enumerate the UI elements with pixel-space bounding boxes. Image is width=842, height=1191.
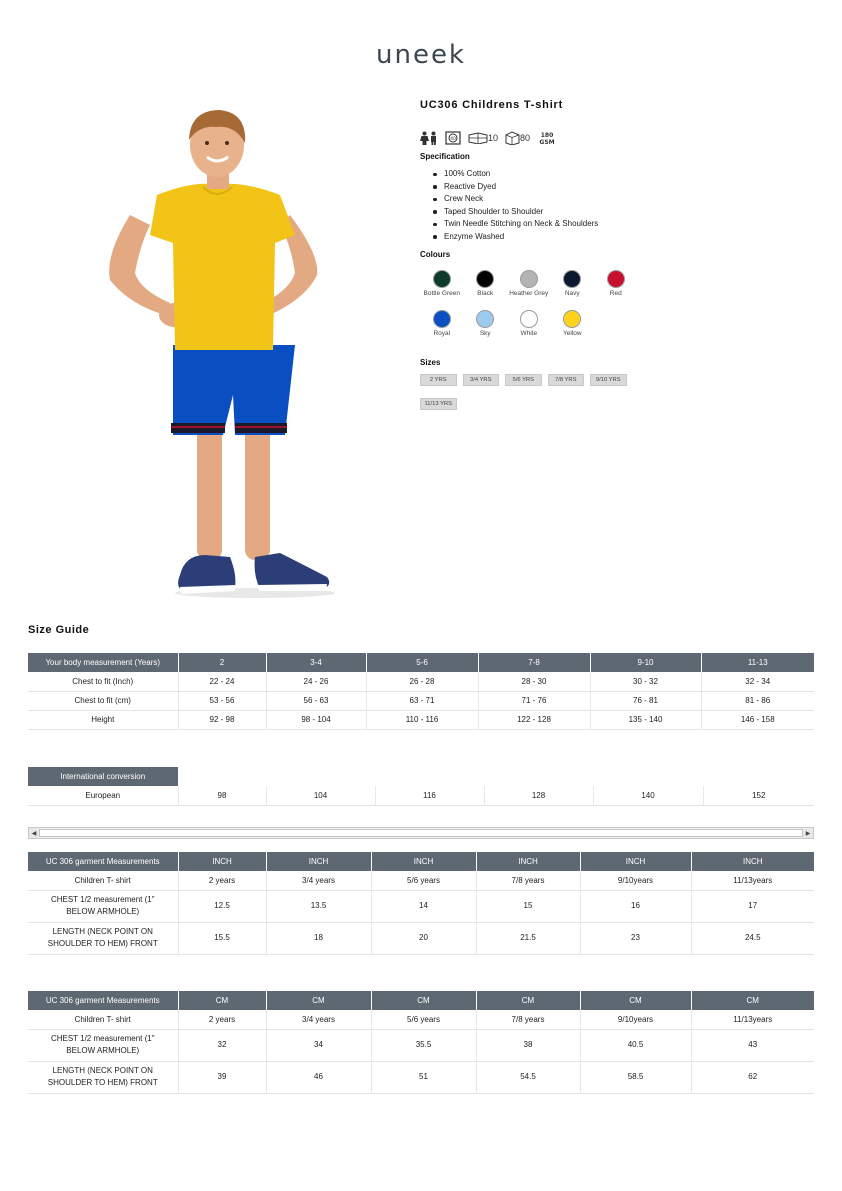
gsm-icon bbox=[537, 131, 557, 145]
table-cell: 81 - 86 bbox=[701, 691, 814, 710]
table-cell: 32 bbox=[178, 1029, 266, 1061]
colour-name: Red bbox=[609, 290, 622, 297]
table-cell: 3/4 years bbox=[266, 1010, 371, 1029]
colour-swatch[interactable] bbox=[594, 270, 638, 308]
table-row bbox=[28, 786, 814, 805]
table-cell: 40.5 bbox=[580, 1029, 691, 1061]
table-cell: 15 bbox=[476, 890, 580, 922]
svg-text:180: 180 bbox=[540, 132, 554, 139]
table-cell: 53 - 56 bbox=[178, 691, 266, 710]
row-label: Children T- shirt bbox=[28, 871, 178, 890]
product-icons bbox=[420, 129, 557, 147]
colour-swatch[interactable] bbox=[420, 310, 464, 348]
table-cell: 98 - 104 bbox=[266, 710, 366, 729]
spec-item: 100% Cotton bbox=[433, 168, 598, 181]
product-title: UC306 Childrens T-shirt bbox=[420, 99, 564, 111]
colour-dot[interactable] bbox=[607, 270, 625, 288]
colour-swatch[interactable] bbox=[507, 270, 551, 308]
row-label: European bbox=[28, 786, 178, 805]
colour-name: Navy bbox=[564, 290, 580, 297]
table-cell: 9/10years bbox=[580, 871, 691, 890]
table-cell: 51 bbox=[371, 1061, 476, 1093]
column-header: CM bbox=[266, 991, 371, 1010]
table-row bbox=[28, 1029, 814, 1061]
table-cell: 135 - 140 bbox=[590, 710, 701, 729]
specification-list bbox=[433, 168, 598, 244]
pack-icon bbox=[468, 132, 498, 144]
table-cell: 3/4 years bbox=[266, 871, 371, 890]
table-cell: 110 - 116 bbox=[366, 710, 478, 729]
colour-swatch[interactable] bbox=[464, 310, 508, 348]
table-cell: 5/6 years bbox=[371, 1010, 476, 1029]
spec-item: Enzyme Washed bbox=[433, 231, 598, 244]
table-cell: 7/8 years bbox=[476, 871, 580, 890]
column-header: 11-13 bbox=[701, 653, 814, 672]
column-header: CM bbox=[580, 991, 691, 1010]
specification-heading: Specification bbox=[420, 152, 470, 161]
column-header: INCH bbox=[178, 852, 266, 871]
table-cell: 146 - 158 bbox=[701, 710, 814, 729]
table-cell: 34 bbox=[266, 1029, 371, 1061]
table-cell: 116 bbox=[375, 786, 484, 805]
size-options bbox=[420, 374, 635, 410]
sizes-heading: Sizes bbox=[420, 358, 441, 367]
scroll-left-icon[interactable]: ◀ bbox=[29, 828, 39, 838]
table-cell: 30 - 32 bbox=[590, 672, 701, 691]
colour-name: Heather Grey bbox=[509, 290, 549, 297]
svg-text:GSM: GSM bbox=[539, 139, 555, 145]
box-icon bbox=[505, 131, 530, 145]
row-label: LENGTH (NECK POINT ON SHOULDER TO HEM) FRONT bbox=[28, 1061, 178, 1093]
table-row bbox=[28, 672, 814, 691]
column-header: 2 bbox=[178, 653, 266, 672]
size-chip[interactable]: 9/10 YRS bbox=[590, 374, 627, 386]
children-icon bbox=[420, 131, 438, 145]
table-cell: 2 years bbox=[178, 871, 266, 890]
table-cell: 32 - 34 bbox=[701, 672, 814, 691]
table-cell: 13.5 bbox=[266, 890, 371, 922]
colour-swatch[interactable] bbox=[464, 270, 508, 308]
colour-swatch[interactable] bbox=[551, 310, 595, 348]
table-cell: 58.5 bbox=[580, 1061, 691, 1093]
column-header: CM bbox=[476, 991, 580, 1010]
row-label: Height bbox=[28, 710, 178, 729]
colour-dot[interactable] bbox=[433, 270, 451, 288]
table-row bbox=[28, 922, 814, 954]
table-cell: 17 bbox=[691, 890, 814, 922]
table-cell: 14 bbox=[371, 890, 476, 922]
size-chip[interactable]: 5/6 YRS bbox=[505, 374, 542, 386]
table-cell: 122 - 128 bbox=[478, 710, 590, 729]
size-chip[interactable]: 7/8 YRS bbox=[548, 374, 585, 386]
table-row bbox=[28, 890, 814, 922]
horizontal-scrollbar[interactable] bbox=[28, 827, 814, 839]
column-header: INCH bbox=[580, 852, 691, 871]
colour-swatch[interactable] bbox=[507, 310, 551, 348]
row-label: CHEST 1/2 measurement (1" BELOW ARMHOLE) bbox=[28, 890, 178, 922]
box-quantity: 80 bbox=[520, 133, 531, 143]
table-cell: 38 bbox=[476, 1029, 580, 1061]
row-label: Children T- shirt bbox=[28, 1010, 178, 1029]
table-cell: 39 bbox=[178, 1061, 266, 1093]
column-header: 9-10 bbox=[590, 653, 701, 672]
table-cell: 11/13years bbox=[691, 1010, 814, 1029]
row-label: LENGTH (NECK POINT ON SHOULDER TO HEM) FRONT bbox=[28, 922, 178, 954]
size-guide-heading: Size Guide bbox=[28, 624, 90, 636]
colours-heading: Colours bbox=[420, 250, 451, 259]
row-label: CHEST 1/2 measurement (1" BELOW ARMHOLE) bbox=[28, 1029, 178, 1061]
table-cell: 5/6 years bbox=[371, 871, 476, 890]
column-header: Your body measurement (Years) bbox=[28, 653, 178, 672]
column-header: INCH bbox=[371, 852, 476, 871]
column-header: INCH bbox=[476, 852, 580, 871]
table-cell: 76 - 81 bbox=[590, 691, 701, 710]
column-header: CM bbox=[371, 991, 476, 1010]
colour-name: Bottle Green bbox=[423, 290, 460, 297]
colour-dot[interactable] bbox=[563, 270, 581, 288]
table-cell: 23 bbox=[580, 922, 691, 954]
column-header: CM bbox=[691, 991, 814, 1010]
table-cell: 43 bbox=[691, 1029, 814, 1061]
colour-name: Yellow bbox=[562, 330, 582, 337]
size-chip[interactable]: 11/13 YRS bbox=[420, 398, 457, 410]
spec-item: Reactive Dyed bbox=[433, 181, 598, 194]
table-cell: 62 bbox=[691, 1061, 814, 1093]
table-cell: 15.5 bbox=[178, 922, 266, 954]
colour-name: Royal bbox=[433, 330, 451, 337]
colour-swatches bbox=[420, 270, 640, 348]
spec-item: Taped Shoulder to Shoulder bbox=[433, 206, 598, 219]
table-cell: 2 years bbox=[178, 1010, 266, 1029]
row-label: Chest to fit (Inch) bbox=[28, 672, 178, 691]
table-cell: 24.5 bbox=[691, 922, 814, 954]
table-cell: 18 bbox=[266, 922, 371, 954]
column-header: 5-6 bbox=[366, 653, 478, 672]
table-cell: 56 - 63 bbox=[266, 691, 366, 710]
table-cell: 46 bbox=[266, 1061, 371, 1093]
size-chip[interactable]: 2 YRS bbox=[420, 374, 457, 386]
size-chip[interactable]: 3/4 YRS bbox=[463, 374, 500, 386]
table-cell: 24 - 26 bbox=[266, 672, 366, 691]
table-cell: 104 bbox=[266, 786, 375, 805]
colour-dot[interactable] bbox=[433, 310, 451, 328]
svg-text:40: 40 bbox=[450, 137, 456, 142]
table-row bbox=[28, 691, 814, 710]
colour-dot[interactable] bbox=[476, 310, 494, 328]
product-photo bbox=[95, 105, 340, 600]
column-header: UC 306 garment Measurements bbox=[28, 991, 178, 1010]
brand-logo: uneek bbox=[375, 40, 466, 70]
table-row bbox=[28, 871, 814, 890]
table-cell: 22 - 24 bbox=[178, 672, 266, 691]
column-header: UC 306 garment Measurements bbox=[28, 852, 178, 871]
colour-dot[interactable] bbox=[476, 270, 494, 288]
table-cell: 71 - 76 bbox=[478, 691, 590, 710]
colour-name: Sky bbox=[479, 330, 491, 337]
table-cell: 11/13years bbox=[691, 871, 814, 890]
colour-name: White bbox=[520, 330, 538, 337]
table-cell: 28 - 30 bbox=[478, 672, 590, 691]
garment-measurements-cm-table bbox=[28, 991, 814, 1094]
table-cell: 35.5 bbox=[371, 1029, 476, 1061]
table-row bbox=[28, 1061, 814, 1093]
column-header: INCH bbox=[266, 852, 371, 871]
colour-swatch[interactable] bbox=[420, 270, 464, 308]
table-cell: 16 bbox=[580, 890, 691, 922]
table-cell: 128 bbox=[484, 786, 593, 805]
international-conversion-header: International conversion bbox=[28, 767, 178, 786]
table-cell: 21.5 bbox=[476, 922, 580, 954]
table-cell: 98 bbox=[178, 786, 266, 805]
table-row bbox=[28, 710, 814, 729]
garment-measurements-inch-table bbox=[28, 852, 814, 955]
column-header: INCH bbox=[691, 852, 814, 871]
table-cell: 26 - 28 bbox=[366, 672, 478, 691]
colour-swatch[interactable] bbox=[551, 270, 595, 308]
table-cell: 140 bbox=[593, 786, 703, 805]
table-cell: 20 bbox=[371, 922, 476, 954]
table-cell: 7/8 years bbox=[476, 1010, 580, 1029]
colour-dot[interactable] bbox=[520, 270, 538, 288]
column-header: 7-8 bbox=[478, 653, 590, 672]
scroll-right-icon[interactable]: ▶ bbox=[803, 828, 813, 838]
table-cell: 63 - 71 bbox=[366, 691, 478, 710]
spec-item: Crew Neck bbox=[433, 193, 598, 206]
wash-40-icon bbox=[445, 131, 461, 145]
colour-dot[interactable] bbox=[563, 310, 581, 328]
table-cell: 12.5 bbox=[178, 890, 266, 922]
table-row bbox=[28, 1010, 814, 1029]
column-header: CM bbox=[178, 991, 266, 1010]
row-label: Chest to fit (cm) bbox=[28, 691, 178, 710]
scrollbar-thumb[interactable] bbox=[39, 829, 803, 837]
colour-name: Black bbox=[477, 290, 494, 297]
colour-dot[interactable] bbox=[520, 310, 538, 328]
column-header: 3-4 bbox=[266, 653, 366, 672]
table-cell: 54.5 bbox=[476, 1061, 580, 1093]
table-cell: 152 bbox=[703, 786, 814, 805]
pack-quantity: 10 bbox=[488, 133, 499, 143]
body-measurement-table bbox=[28, 653, 814, 730]
table-cell: 92 - 98 bbox=[178, 710, 266, 729]
table-cell: 9/10years bbox=[580, 1010, 691, 1029]
spec-item: Twin Needle Stitching on Neck & Shoulders bbox=[433, 218, 598, 231]
international-conversion-table bbox=[28, 767, 814, 806]
